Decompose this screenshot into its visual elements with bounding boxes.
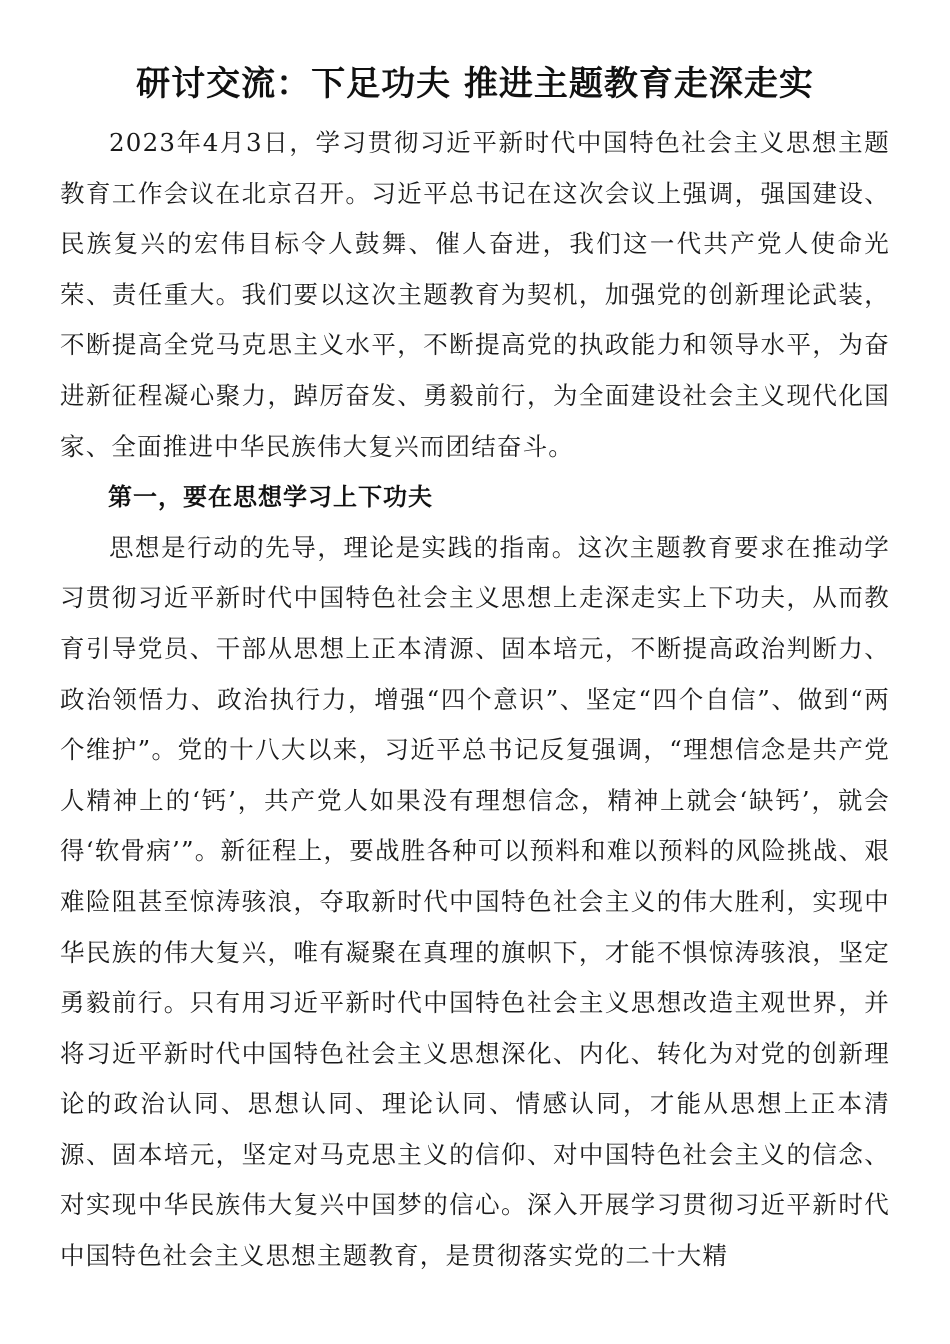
document-title: 研讨交流：下足功夫 推进主题教育走深走实 bbox=[136, 64, 814, 104]
body-paragraph: 思想是行动的先导，理论是实践的指南。这次主题教育要求在推动学习贯彻习近平新时代中国特色社会主义思想上走深走实上下功夫，从而教育引导党员、干部从思想上正本清源、固本培元，不断提高政治判断力、政治领悟力、政治执行力，增强“四个意识”、坚定“四个自信”、做到“两个维护”。党的十八大以来，习近平总书记反复强调，“理想信念是共产党人精神上的‘钙’，共产党人如果没有理想信念，精神上就会‘缺钙’，就会得‘软骨病’”。新征程上，要战胜各种可以预料和难以预料的风险挑战、艰难险阻甚至惊涛骇浪，夺取新时代中国特色社会主义的伟大胜利，实现中华民族的伟大复兴，唯有凝聚在真理的旗帜下，才能不惧惊涛骇浪，坚定勇毅前行。只有用习近平新时代中国特色社会主义思想改造主观世界，并将习近平新时代中国特色社会主义思想深化、内化、转化为对党的创新理论的政治认同、思想认同、理论认同、情感认同，才能从思想上正本清源、固本培元，坚定对马克思主义的信仰、对中国特色社会主义的信念、对实现中华民族伟大复兴中国梦的信心。深入开展学习贯彻习近平新时代中国特色社会主义思想主题教育，是贯彻落实党的二十大精 bbox=[60, 532, 890, 1271]
document-page bbox=[60, 58, 890, 1282]
intro-paragraph: 2023年4月3日，学习贯彻习近平新时代中国特色社会主义思想主题教育工作会议在北京召开。习近平总书记在这次会议上强调，强国建设、民族复兴的宏伟目标令人鼓舞、催人奋进，我们这一代共产党人使命光荣、责任重大。我们要以这次主题教育为契机，加强党的创新理论武装，不断提高全党马克思主义水平，不断提高党的执政能力和领导水平，为奋进新征程凝心聚力，踔厉奋发、勇毅前行，为全面建设社会主义现代化国家、全面推进中华民族伟大复兴而团结奋斗。 bbox=[60, 128, 890, 461]
section-heading: 第一，要在思想学习上下功夫 bbox=[108, 483, 433, 512]
